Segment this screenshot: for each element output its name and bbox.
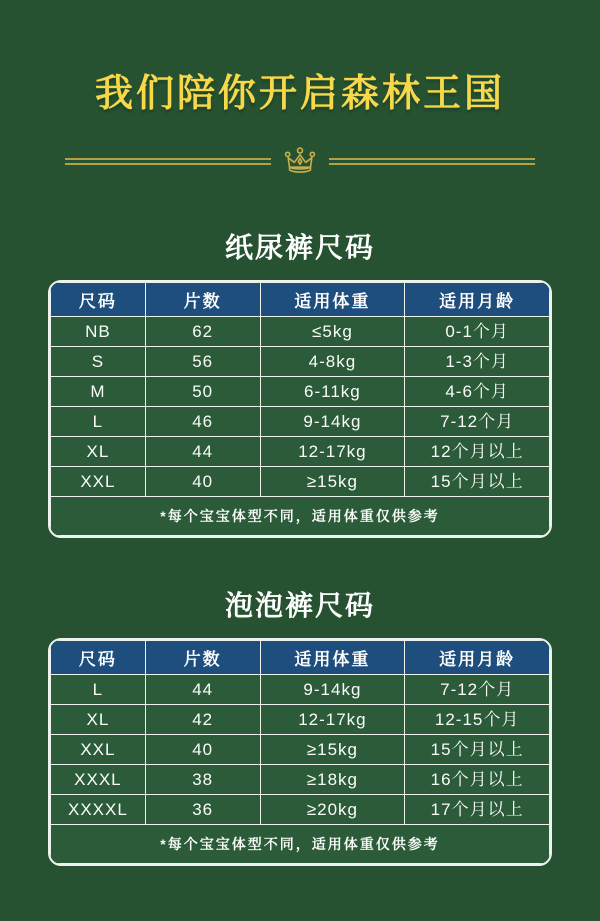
- size-cell: L: [51, 675, 146, 705]
- size-column-header: 尺码: [51, 283, 146, 317]
- crown-icon: [281, 145, 319, 177]
- weight-cell: ≥18kg: [260, 765, 405, 795]
- weight-cell: 9-14kg: [260, 675, 405, 705]
- age-cell: 7-12个月: [405, 407, 550, 437]
- size-cell: S: [51, 347, 146, 377]
- table-row: [51, 377, 550, 407]
- count-cell: 62: [145, 317, 260, 347]
- table-row: [51, 317, 550, 347]
- age-cell: 1-3个月: [405, 347, 550, 377]
- table-note: *每个宝宝体型不同，适用体重仅供参考: [51, 497, 550, 536]
- count-cell: 44: [145, 675, 260, 705]
- size-cell: M: [51, 377, 146, 407]
- table-row: [51, 407, 550, 437]
- age-cell: 12个月以上: [405, 437, 550, 467]
- weight-cell: 6-11kg: [260, 377, 405, 407]
- age-cell: 12-15个月: [405, 705, 550, 735]
- divider-line-right: [329, 158, 535, 165]
- weight-cell: ≥15kg: [260, 735, 405, 765]
- count-cell: 36: [145, 795, 260, 825]
- age-cell: 16个月以上: [405, 765, 550, 795]
- count-cell: 38: [145, 765, 260, 795]
- weight-cell: 4-8kg: [260, 347, 405, 377]
- size-cell: XL: [51, 705, 146, 735]
- size-cell: XXL: [51, 735, 146, 765]
- count-column-header: 片数: [145, 641, 260, 675]
- table-row: [51, 765, 550, 795]
- weight-cell: ≤5kg: [260, 317, 405, 347]
- weight-cell: ≥15kg: [260, 467, 405, 497]
- count-cell: 46: [145, 407, 260, 437]
- table-row: [51, 437, 550, 467]
- age-cell: 0-1个月: [405, 317, 550, 347]
- pants-size-table: [48, 638, 552, 866]
- weight-cell: 12-17kg: [260, 437, 405, 467]
- page-title: 我们陪你开启森林王国: [94, 73, 505, 115]
- table-note: *每个宝宝体型不同，适用体重仅供参考: [51, 825, 550, 864]
- age-cell: 4-6个月: [405, 377, 550, 407]
- table-header-row: [51, 283, 550, 317]
- weight-cell: ≥20kg: [260, 795, 405, 825]
- size-cell: XL: [51, 437, 146, 467]
- table-row: [51, 795, 550, 825]
- diaper-section-title: 纸尿裤尺码: [224, 232, 375, 263]
- count-column-header: 片数: [145, 283, 260, 317]
- size-cell: L: [51, 407, 146, 437]
- size-cell: XXXXL: [51, 795, 146, 825]
- title-divider: [65, 144, 535, 178]
- table-row: [51, 675, 550, 705]
- table-row: [51, 705, 550, 735]
- pants-section-title: 泡泡裤尺码: [224, 590, 375, 621]
- weight-cell: 12-17kg: [260, 705, 405, 735]
- age-cell: 15个月以上: [405, 735, 550, 765]
- count-cell: 44: [145, 437, 260, 467]
- weight-cell: 9-14kg: [260, 407, 405, 437]
- weight-column-header: 适用体重: [260, 641, 405, 675]
- count-cell: 40: [145, 467, 260, 497]
- age-column-header: 适用月龄: [405, 641, 550, 675]
- size-column-header: 尺码: [51, 641, 146, 675]
- size-cell: XXL: [51, 467, 146, 497]
- table-note-row: [51, 825, 550, 864]
- count-cell: 56: [145, 347, 260, 377]
- count-cell: 42: [145, 705, 260, 735]
- count-cell: 40: [145, 735, 260, 765]
- table-row: [51, 347, 550, 377]
- table-row: [51, 467, 550, 497]
- age-column-header: 适用月龄: [405, 283, 550, 317]
- size-cell: NB: [51, 317, 146, 347]
- age-cell: 7-12个月: [405, 675, 550, 705]
- count-cell: 50: [145, 377, 260, 407]
- age-cell: 17个月以上: [405, 795, 550, 825]
- table-note-row: [51, 497, 550, 536]
- weight-column-header: 适用体重: [260, 283, 405, 317]
- divider-line-left: [65, 158, 271, 165]
- table-header-row: [51, 641, 550, 675]
- diaper-size-table: [48, 280, 552, 538]
- age-cell: 15个月以上: [405, 467, 550, 497]
- size-cell: XXXL: [51, 765, 146, 795]
- table-row: [51, 735, 550, 765]
